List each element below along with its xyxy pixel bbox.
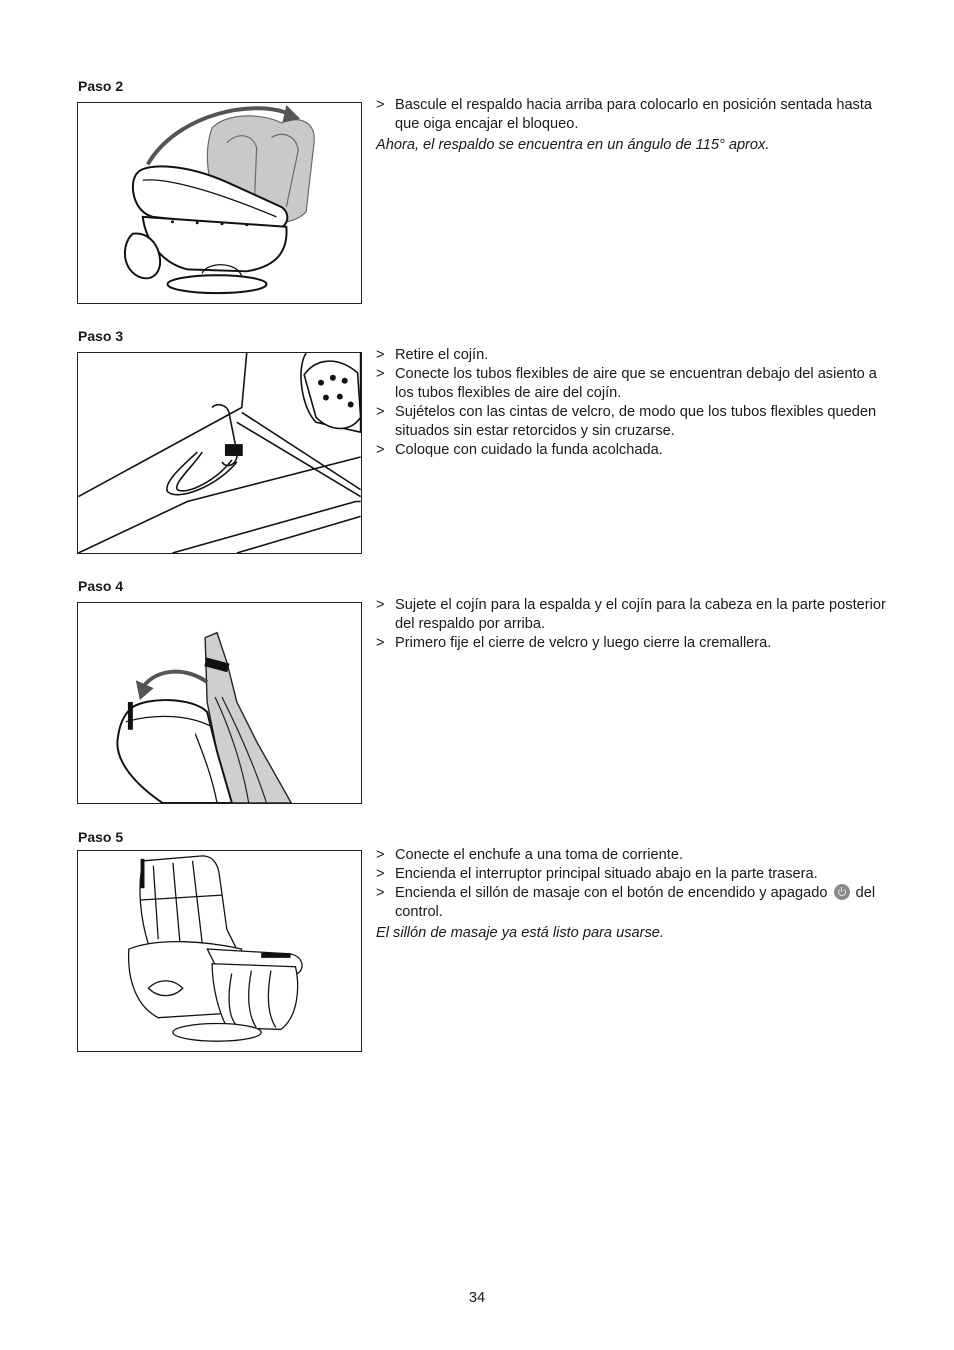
step-5-instructions [376, 846, 886, 943]
step-3-figure [77, 352, 362, 554]
step-5-note: El sillón de masaje ya está listo para usarse. [376, 925, 664, 941]
step-5-title: Paso 5 [78, 829, 124, 845]
step-3-instructions [376, 346, 886, 460]
instruction-item: > Retire el cojín. [376, 346, 886, 365]
instruction-item: > Conecte los tubos flexibles de aire que se encuentran debajo del asiento a los tubos flexibles de aire del cojín. [376, 365, 886, 403]
instruction-item: > Conecte el enchufe a una toma de corriente. [376, 846, 886, 865]
power-instruction-text: Encienda el sillón de masaje con el botón de encendido y apagado [395, 885, 828, 901]
instruction-item: > Primero fije el cierre de velcro y luego cierre la cremallera. [376, 634, 886, 653]
massage-chair-complete-illustration [78, 851, 361, 1051]
instruction-item: > Sujételos con las cintas de velcro, de modo que los tubos flexibles queden situados sin estar retorcidos y sin cruzarse. [376, 403, 886, 441]
step-2-title: Paso 2 [78, 78, 124, 94]
instruction-item [376, 884, 886, 922]
backrest-tilt-up-illustration [78, 103, 361, 303]
step-4-title: Paso 4 [78, 578, 124, 594]
step-4-instructions [376, 596, 886, 653]
step-3-title: Paso 3 [78, 328, 124, 344]
instruction-item: > Coloque con cuidado la funda acolchada. [376, 441, 886, 460]
instruction-item: > Sujete el cojín para la espalda y el cojín para la cabeza en la parte posterior del respaldo por arriba. [376, 596, 886, 634]
step-2-note: Ahora, el respaldo se encuentra en un ángulo de 115° aprox. [376, 137, 770, 153]
page-number: 34 [468, 1290, 486, 1306]
step-5-figure [77, 850, 362, 1052]
power-button-icon [834, 884, 850, 900]
headrest-cushion-attach-illustration [78, 603, 361, 803]
step-2-instructions [376, 96, 886, 155]
power-instruction-text-end: del control. [395, 885, 876, 920]
air-tubes-connection-illustration [78, 353, 361, 553]
instruction-item: > Encienda el interruptor principal situado abajo en la parte trasera. [376, 865, 886, 884]
step-4-figure [77, 602, 362, 804]
step-2-figure [77, 102, 362, 304]
instruction-item: > Bascule el respaldo hacia arriba para colocarlo en posición sentada hasta que oiga encajar el bloqueo. [376, 96, 886, 134]
